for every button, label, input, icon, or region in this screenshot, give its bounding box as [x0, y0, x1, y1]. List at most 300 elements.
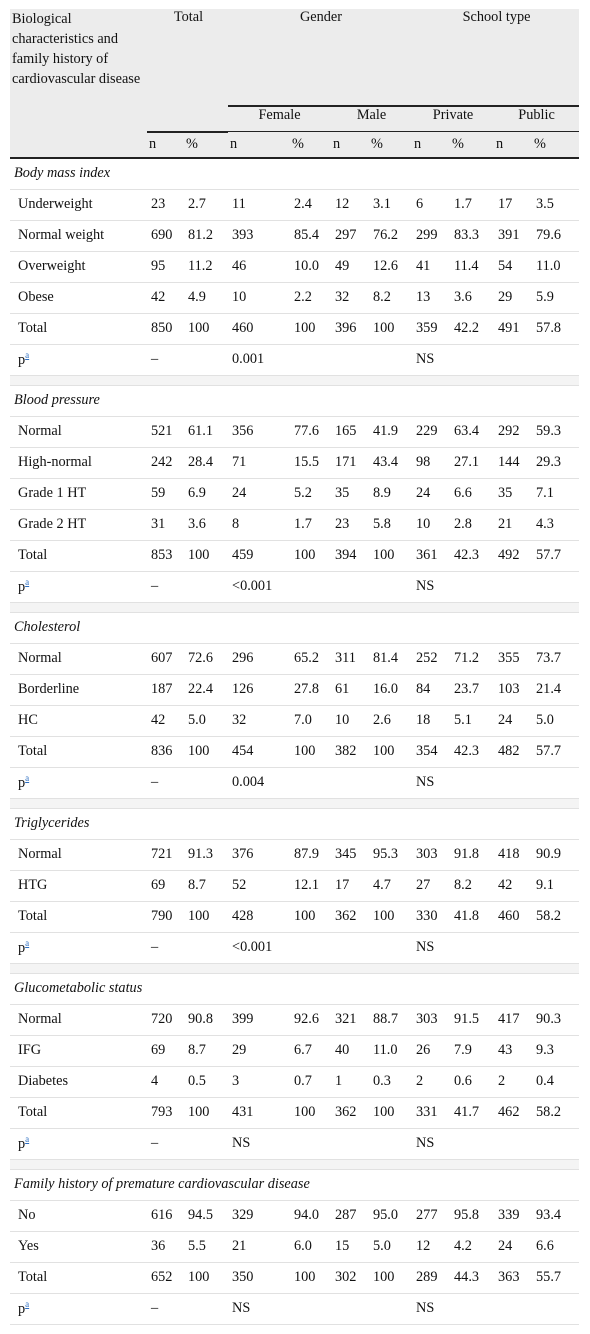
table-cell: 58.2 — [532, 901, 579, 932]
table-cell: 40 — [331, 1035, 369, 1066]
table-cell: 5.0 — [369, 1231, 412, 1262]
table-cell: 43 — [494, 1035, 532, 1066]
p-value: 0.001 — [228, 344, 412, 375]
table-cell: 57.7 — [532, 736, 579, 767]
table-cell: 98 — [412, 447, 450, 478]
row-label: Total — [10, 313, 147, 344]
table-cell: 126 — [228, 674, 290, 705]
table-cell: 853 — [147, 540, 184, 571]
table-cell: 95.3 — [369, 839, 412, 870]
table-cell: 11 — [228, 189, 290, 220]
p-value: NS — [228, 1128, 412, 1159]
table-row — [10, 1097, 579, 1128]
row-label: Borderline — [10, 674, 147, 705]
table-cell: 331 — [412, 1097, 450, 1128]
footnote-link[interactable]: a — [25, 773, 30, 784]
table-cell: 393 — [228, 220, 290, 251]
section-title: Family history of premature cardiovascular disease — [10, 1169, 579, 1200]
p-value-row — [10, 932, 579, 963]
section-title: Glucometabolic status — [10, 973, 579, 1004]
table-cell: 55.7 — [532, 1262, 579, 1293]
row-label: Normal — [10, 839, 147, 870]
table-cell: 2.8 — [450, 509, 494, 540]
table-cell: 607 — [147, 643, 184, 674]
row-label: Overweight — [10, 251, 147, 282]
row-label: Normal weight — [10, 220, 147, 251]
table-row — [10, 220, 579, 251]
male-header: Male — [331, 106, 412, 132]
total-spacer — [147, 106, 228, 132]
table-cell: 165 — [331, 416, 369, 447]
table-cell: 100 — [290, 540, 331, 571]
table-cell: 417 — [494, 1004, 532, 1035]
table-cell: 292 — [494, 416, 532, 447]
table-cell: 242 — [147, 447, 184, 478]
table-cell: 100 — [184, 736, 228, 767]
p-value-row — [10, 344, 579, 375]
table-cell: 95 — [147, 251, 184, 282]
table-cell: 36 — [147, 1231, 184, 1262]
table-cell: 41.9 — [369, 416, 412, 447]
table-cell: 12.6 — [369, 251, 412, 282]
table-cell: 100 — [369, 736, 412, 767]
table-cell: 0.3 — [369, 1066, 412, 1097]
table-cell: 2 — [412, 1066, 450, 1097]
table-cell: 354 — [412, 736, 450, 767]
row-label: Normal — [10, 416, 147, 447]
table-cell: 0.6 — [450, 1066, 494, 1097]
p-label — [10, 1128, 147, 1159]
table-cell: 396 — [331, 313, 369, 344]
p-label-text: p — [18, 1135, 26, 1152]
table-cell: 363 — [494, 1262, 532, 1293]
footnote-link[interactable]: a — [25, 938, 30, 949]
table-cell: 41 — [412, 251, 450, 282]
table-cell: 297 — [331, 220, 369, 251]
table-body — [10, 159, 579, 1325]
p-label — [10, 932, 147, 963]
table-cell: 24 — [412, 478, 450, 509]
table-cell: 187 — [147, 674, 184, 705]
row-label: Obese — [10, 282, 147, 313]
table-cell: 460 — [494, 901, 532, 932]
table-cell: 0.5 — [184, 1066, 228, 1097]
table-cell: 46 — [228, 251, 290, 282]
table-cell: 4 — [147, 1066, 184, 1097]
table-cell: 16.0 — [369, 674, 412, 705]
table-cell: 91.8 — [450, 839, 494, 870]
section-spacer — [10, 798, 579, 808]
p-label-text: p — [18, 939, 26, 956]
table-cell: 3.5 — [532, 189, 579, 220]
p-value-row — [10, 1128, 579, 1159]
p-label — [10, 1293, 147, 1324]
table-cell: 69 — [147, 870, 184, 901]
table-cell: 6.9 — [184, 478, 228, 509]
section-title: Cholesterol — [10, 612, 579, 643]
table-cell: 100 — [184, 1097, 228, 1128]
table-cell: 10.0 — [290, 251, 331, 282]
total-header: Total — [147, 9, 228, 106]
section-spacer — [10, 963, 579, 973]
pct-header: % — [369, 132, 412, 158]
table-cell: 616 — [147, 1200, 184, 1231]
table-row — [10, 313, 579, 344]
n-header: n — [228, 132, 290, 158]
table-cell: 10 — [412, 509, 450, 540]
table-cell: 361 — [412, 540, 450, 571]
table-cell: 32 — [331, 282, 369, 313]
section-spacer — [10, 375, 579, 385]
table-cell: 21 — [228, 1231, 290, 1262]
table-cell: 4.2 — [450, 1231, 494, 1262]
table-cell: 31 — [147, 509, 184, 540]
table-cell: 8.2 — [369, 282, 412, 313]
table-cell: 3.1 — [369, 189, 412, 220]
section-title-row — [10, 1169, 579, 1200]
table-cell: 355 — [494, 643, 532, 674]
table-cell: 356 — [228, 416, 290, 447]
p-value: NS — [412, 571, 579, 602]
table-cell: 35 — [331, 478, 369, 509]
table-cell: 11.0 — [532, 251, 579, 282]
footnote-link[interactable]: a — [25, 350, 30, 361]
table-cell: 2.6 — [369, 705, 412, 736]
table-row — [10, 282, 579, 313]
public-header: Public — [494, 106, 579, 132]
row-label: Underweight — [10, 189, 147, 220]
table-cell: 27 — [412, 870, 450, 901]
table-cell: 57.7 — [532, 540, 579, 571]
table-cell: 6.6 — [532, 1231, 579, 1262]
table-row — [10, 901, 579, 932]
row-label: Total — [10, 1097, 147, 1128]
table-cell: 13 — [412, 282, 450, 313]
table-cell: 287 — [331, 1200, 369, 1231]
table-cell: 7.1 — [532, 478, 579, 509]
p-value: NS — [412, 767, 579, 798]
table-cell: 92.6 — [290, 1004, 331, 1035]
table-cell: 17 — [494, 189, 532, 220]
footnote-link[interactable]: a — [25, 1299, 30, 1310]
table-cell: 6.7 — [290, 1035, 331, 1066]
table-cell: 252 — [412, 643, 450, 674]
table-cell: 42 — [494, 870, 532, 901]
pct-header: % — [184, 132, 228, 158]
table-row — [10, 1004, 579, 1035]
table-row — [10, 1200, 579, 1231]
table-row — [10, 705, 579, 736]
gender-header: Gender — [228, 9, 412, 106]
p-value: NS — [412, 1128, 579, 1159]
table-cell: 54 — [494, 251, 532, 282]
table-row — [10, 643, 579, 674]
table-cell: 229 — [412, 416, 450, 447]
table-row — [10, 447, 579, 478]
table-cell: 793 — [147, 1097, 184, 1128]
table-cell: 492 — [494, 540, 532, 571]
row-label: High-normal — [10, 447, 147, 478]
p-value: – — [147, 1293, 228, 1324]
table-cell: 5.8 — [369, 509, 412, 540]
table-cell: 359 — [412, 313, 450, 344]
table-cell: 94.5 — [184, 1200, 228, 1231]
table-cell: 1 — [331, 1066, 369, 1097]
table-cell: 10 — [331, 705, 369, 736]
table-cell: 2.4 — [290, 189, 331, 220]
private-header: Private — [412, 106, 494, 132]
table-cell: 521 — [147, 416, 184, 447]
table-cell: 94.0 — [290, 1200, 331, 1231]
p-value: – — [147, 767, 228, 798]
table-cell: 95.8 — [450, 1200, 494, 1231]
table-cell: 26 — [412, 1035, 450, 1066]
table-cell: 321 — [331, 1004, 369, 1035]
table-cell: 3 — [228, 1066, 290, 1097]
p-value: 0.004 — [228, 767, 412, 798]
table-cell: 482 — [494, 736, 532, 767]
section-title: Blood pressure — [10, 385, 579, 416]
table-cell: 77.6 — [290, 416, 331, 447]
table-cell: 296 — [228, 643, 290, 674]
table-row — [10, 540, 579, 571]
table-cell: 21.4 — [532, 674, 579, 705]
table-cell: 2 — [494, 1066, 532, 1097]
table-cell: 8.7 — [184, 870, 228, 901]
table-cell: 81.2 — [184, 220, 228, 251]
table-cell: 41.8 — [450, 901, 494, 932]
table-cell: 71 — [228, 447, 290, 478]
table-row — [10, 478, 579, 509]
table-cell: 65.2 — [290, 643, 331, 674]
table-cell: 79.6 — [532, 220, 579, 251]
table-cell: 7.0 — [290, 705, 331, 736]
section-spacer — [10, 602, 579, 612]
table-cell: 5.2 — [290, 478, 331, 509]
p-label — [10, 571, 147, 602]
table-cell: 8.9 — [369, 478, 412, 509]
table-cell: 76.2 — [369, 220, 412, 251]
table-cell: 350 — [228, 1262, 290, 1293]
table-cell: 100 — [290, 313, 331, 344]
table-cell: 42.3 — [450, 736, 494, 767]
table-cell: 35 — [494, 478, 532, 509]
row-label-header: Biological characteristics and family history of cardiovascular disease — [10, 9, 147, 158]
table-cell: 303 — [412, 839, 450, 870]
table-cell: 100 — [184, 1262, 228, 1293]
p-label-text: p — [18, 774, 26, 791]
table-row — [10, 251, 579, 282]
n-header: n — [331, 132, 369, 158]
table-cell: 330 — [412, 901, 450, 932]
table-row — [10, 1066, 579, 1097]
p-value-row — [10, 1293, 579, 1324]
table-cell: 0.4 — [532, 1066, 579, 1097]
table-cell: 8.7 — [184, 1035, 228, 1066]
table-cell: 15 — [331, 1231, 369, 1262]
footnote-link[interactable]: a — [25, 1134, 30, 1145]
table-cell: 100 — [369, 1097, 412, 1128]
table-cell: 100 — [290, 1097, 331, 1128]
table-cell: 100 — [369, 313, 412, 344]
table-cell: 302 — [331, 1262, 369, 1293]
table-cell: 12 — [331, 189, 369, 220]
row-label: HTG — [10, 870, 147, 901]
table-cell: 42.3 — [450, 540, 494, 571]
table-cell: 4.7 — [369, 870, 412, 901]
table-cell: 63.4 — [450, 416, 494, 447]
n-header: n — [412, 132, 450, 158]
p-value: <0.001 — [228, 571, 412, 602]
table-row — [10, 1262, 579, 1293]
table-cell: 100 — [184, 313, 228, 344]
row-label: Total — [10, 901, 147, 932]
table-cell: 850 — [147, 313, 184, 344]
n-header: n — [147, 132, 184, 158]
table-cell: 391 — [494, 220, 532, 251]
table-cell: 58.2 — [532, 1097, 579, 1128]
table-cell: 720 — [147, 1004, 184, 1035]
section-spacer — [10, 1159, 579, 1169]
section-title-row — [10, 808, 579, 839]
section-title-row — [10, 159, 579, 190]
table-cell: 61.1 — [184, 416, 228, 447]
p-value-row — [10, 571, 579, 602]
table-cell: 24 — [494, 705, 532, 736]
table-cell: 6.0 — [290, 1231, 331, 1262]
table-cell: 5.0 — [532, 705, 579, 736]
row-label: Total — [10, 540, 147, 571]
p-label-text: p — [18, 351, 26, 368]
p-label — [10, 767, 147, 798]
table-cell: 52 — [228, 870, 290, 901]
pct-header: % — [532, 132, 579, 158]
section-title-row — [10, 973, 579, 1004]
table-cell: 18 — [412, 705, 450, 736]
table-cell: 9.3 — [532, 1035, 579, 1066]
table-cell: 652 — [147, 1262, 184, 1293]
table-cell: 57.8 — [532, 313, 579, 344]
table-cell: 59 — [147, 478, 184, 509]
table-cell: 88.7 — [369, 1004, 412, 1035]
table-cell: 21 — [494, 509, 532, 540]
table-cell: 23.7 — [450, 674, 494, 705]
table-cell: 2.2 — [290, 282, 331, 313]
table-cell: 100 — [290, 901, 331, 932]
table-cell: 1.7 — [290, 509, 331, 540]
table-cell: 100 — [369, 540, 412, 571]
table-cell: 3.6 — [184, 509, 228, 540]
table-cell: 43.4 — [369, 447, 412, 478]
table-cell: 339 — [494, 1200, 532, 1231]
section-title-row — [10, 385, 579, 416]
table-cell: 44.3 — [450, 1262, 494, 1293]
table-cell: 362 — [331, 1097, 369, 1128]
table-cell: 12 — [412, 1231, 450, 1262]
table-cell: 454 — [228, 736, 290, 767]
row-label: Diabetes — [10, 1066, 147, 1097]
footnote-link[interactable]: a — [25, 577, 30, 588]
table-cell: 28.4 — [184, 447, 228, 478]
table-cell: 5.1 — [450, 705, 494, 736]
table-cell: 5.5 — [184, 1231, 228, 1262]
data-table — [10, 9, 579, 1325]
p-value: – — [147, 344, 228, 375]
table-cell: 93.4 — [532, 1200, 579, 1231]
row-label: Grade 1 HT — [10, 478, 147, 509]
table-cell: 362 — [331, 901, 369, 932]
table-cell: 29.3 — [532, 447, 579, 478]
table-cell: 418 — [494, 839, 532, 870]
table-cell: 5.9 — [532, 282, 579, 313]
table-cell: 17 — [331, 870, 369, 901]
table-cell: 87.9 — [290, 839, 331, 870]
table-cell: 311 — [331, 643, 369, 674]
table-cell: 4.9 — [184, 282, 228, 313]
table-cell: 23 — [331, 509, 369, 540]
table-cell: 8.2 — [450, 870, 494, 901]
table-cell: 11.2 — [184, 251, 228, 282]
table-cell: 49 — [331, 251, 369, 282]
table-cell: 59.3 — [532, 416, 579, 447]
row-label: IFG — [10, 1035, 147, 1066]
section-title-row — [10, 612, 579, 643]
row-label: Normal — [10, 643, 147, 674]
p-label — [10, 344, 147, 375]
table-row — [10, 509, 579, 540]
table-cell: 91.5 — [450, 1004, 494, 1035]
table-cell: 42.2 — [450, 313, 494, 344]
table-cell: 61 — [331, 674, 369, 705]
p-value: NS — [228, 1293, 412, 1324]
table-cell: 24 — [494, 1231, 532, 1262]
table-cell: 1.7 — [450, 189, 494, 220]
row-label: Grade 2 HT — [10, 509, 147, 540]
table-row — [10, 189, 579, 220]
table-cell: 72.6 — [184, 643, 228, 674]
table-cell: 460 — [228, 313, 290, 344]
p-value: – — [147, 571, 228, 602]
p-value: NS — [412, 344, 579, 375]
table-cell: 303 — [412, 1004, 450, 1035]
table-cell: 376 — [228, 839, 290, 870]
p-value: <0.001 — [228, 932, 412, 963]
table-cell: 10 — [228, 282, 290, 313]
table-cell: 73.7 — [532, 643, 579, 674]
table-cell: 144 — [494, 447, 532, 478]
table-cell: 100 — [290, 1262, 331, 1293]
p-value: – — [147, 1128, 228, 1159]
table-cell: 81.4 — [369, 643, 412, 674]
table-cell: 329 — [228, 1200, 290, 1231]
table-cell: 84 — [412, 674, 450, 705]
table-row — [10, 839, 579, 870]
table-header — [10, 9, 579, 159]
table-cell: 83.3 — [450, 220, 494, 251]
table-cell: 171 — [331, 447, 369, 478]
table-cell: 11.4 — [450, 251, 494, 282]
table-cell: 22.4 — [184, 674, 228, 705]
table-cell: 399 — [228, 1004, 290, 1035]
table-cell: 100 — [369, 901, 412, 932]
table-cell: 41.7 — [450, 1097, 494, 1128]
row-label: Total — [10, 1262, 147, 1293]
row-label: HC — [10, 705, 147, 736]
table-cell: 4.3 — [532, 509, 579, 540]
table-row — [10, 870, 579, 901]
table-cell: 90.8 — [184, 1004, 228, 1035]
table-row — [10, 1231, 579, 1262]
